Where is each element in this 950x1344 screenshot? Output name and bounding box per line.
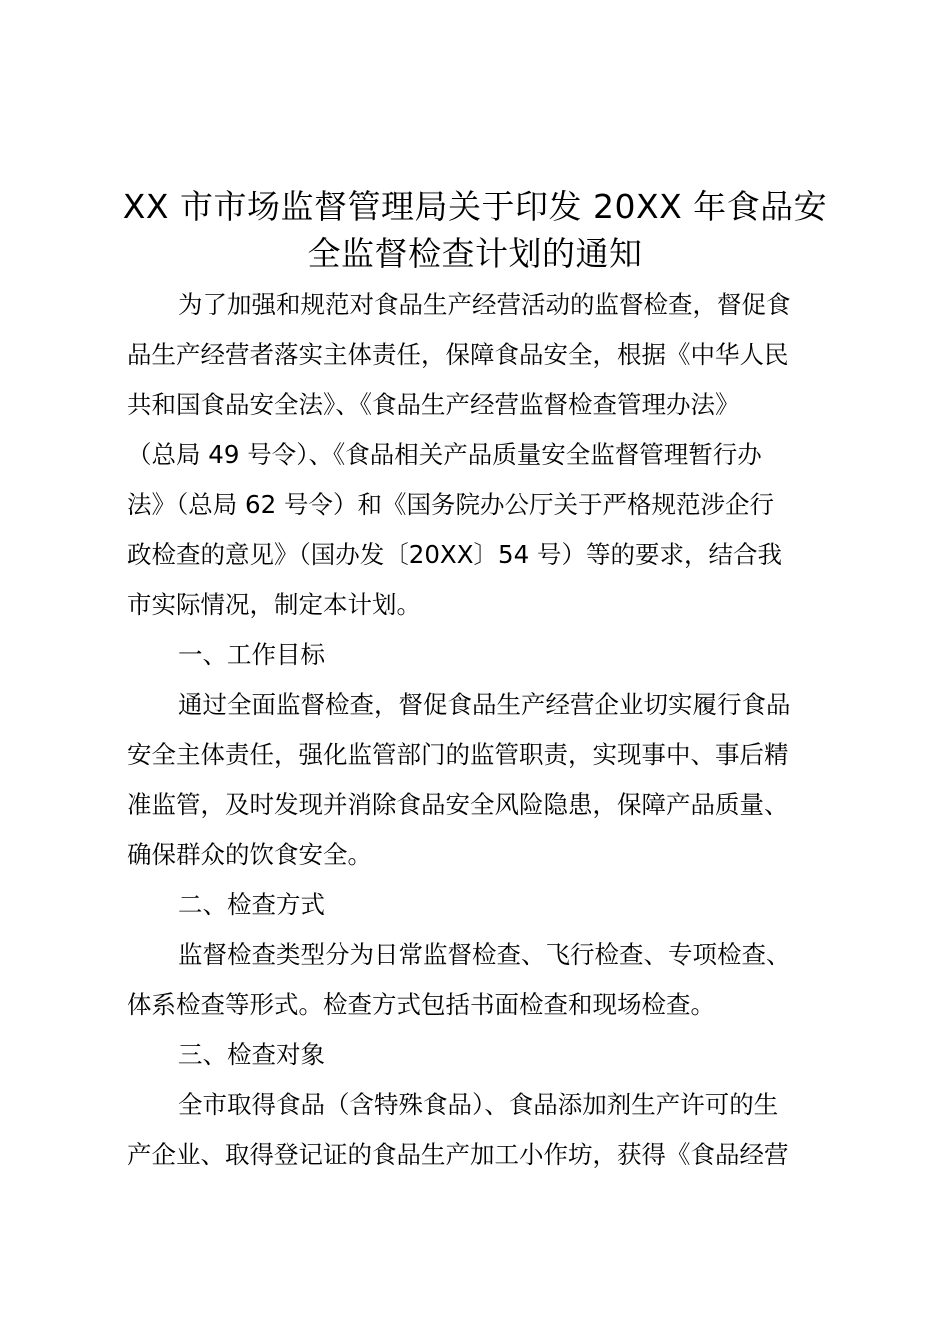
document-title — [120, 183, 830, 277]
paragraph-line: 品生产经营者落实主体责任，保障食品安全，根据《中华人民 — [127, 340, 789, 369]
paragraph-line: 监督检查类型分为日常监督检查、飞行检查、专项检查、 — [178, 940, 791, 969]
paragraph-line: 安全主体责任，强化监管部门的监管职责，实现事中、事后精 — [127, 740, 789, 769]
paragraph-line: 法》（总局 62 号令）和《国务院办公厅关于严格规范涉企行 — [127, 490, 774, 519]
section-heading: 三、检查对象 — [178, 1040, 325, 1069]
paragraph-line: 通过全面监督检查，督促食品生产经营企业切实履行食品 — [178, 690, 791, 719]
paragraph-line: 政检查的意见》（国办发〔20XX〕54 号）等的要求，结合我 — [127, 540, 782, 569]
section-heading: 二、检查方式 — [178, 890, 325, 919]
section-heading: 一、工作目标 — [178, 640, 325, 669]
paragraph-line: 全市取得食品（含特殊食品）、食品添加剂生产许可的生 — [178, 1090, 779, 1119]
paragraph-line: 市实际情况，制定本计划。 — [127, 590, 421, 619]
document-body — [127, 280, 833, 1180]
paragraph-line: 确保群众的饮食安全。 — [127, 840, 372, 869]
title-line: XX 市市场监督管理局关于印发 20XX 年食品安 — [122, 187, 828, 226]
paragraph-line: 体系检查等形式。检查方式包括书面检查和现场检查。 — [127, 990, 715, 1019]
paragraph-line: 产企业、取得登记证的食品生产加工小作坊，获得《食品经营 — [127, 1140, 789, 1169]
paragraph-line: 准监管，及时发现并消除食品安全风险隐患，保障产品质量、 — [127, 790, 789, 819]
title-line: 全监督检查计划的通知 — [307, 234, 643, 273]
paragraph-line: 共和国食品安全法》、《食品生产经营监督检查管理办法》 — [127, 390, 740, 419]
paragraph-line: （总局 49 号令）、《食品相关产品质量安全监督管理暂行办 — [127, 440, 762, 469]
paragraph-line: 为了加强和规范对食品生产经营活动的监督检查，督促食 — [178, 290, 791, 319]
